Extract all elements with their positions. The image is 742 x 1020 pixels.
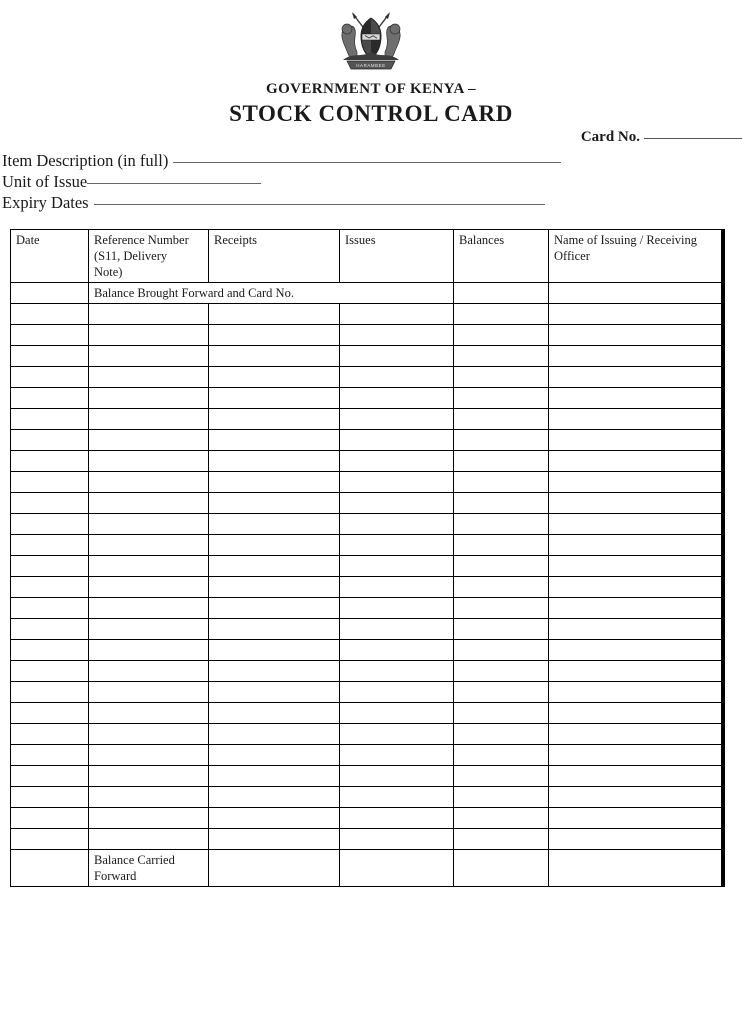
entry-cell-balances[interactable]: [454, 304, 549, 325]
entry-cell-balances[interactable]: [454, 703, 549, 724]
field-expiry-dates: [2, 192, 742, 213]
entry-cell-date[interactable]: [11, 430, 89, 451]
organisation-line: GOVERNMENT OF KENYA –: [266, 81, 476, 97]
entry-cell-balances[interactable]: [454, 640, 549, 661]
entry-cell-balances[interactable]: [454, 388, 549, 409]
table-row: [11, 556, 723, 577]
entry-cell-issues[interactable]: [340, 493, 454, 514]
reference-header-line-2: (S11, Delivery: [94, 249, 168, 263]
entry-cell-balances[interactable]: [454, 346, 549, 367]
table-row: [11, 535, 723, 556]
entry-cell-date[interactable]: [11, 451, 89, 472]
entry-cell-ref[interactable]: [89, 724, 209, 745]
entry-cell-date[interactable]: [11, 661, 89, 682]
entry-cell-balances[interactable]: [454, 577, 549, 598]
entry-cell-date[interactable]: [11, 556, 89, 577]
entry-cell-ref[interactable]: [89, 766, 209, 787]
entry-cell-ref[interactable]: [89, 829, 209, 850]
entry-cell-issues[interactable]: [340, 829, 454, 850]
masthead: [0, 0, 742, 126]
entry-cell-balances[interactable]: [454, 472, 549, 493]
column-header-officer: [549, 230, 723, 283]
entry-cell-issues[interactable]: [340, 766, 454, 787]
entry-cell-issues[interactable]: [340, 724, 454, 745]
table-row: [11, 493, 723, 514]
balance-brought-forward-label: Balance Brought Forward and Card No.: [89, 283, 454, 304]
entry-cell-issues[interactable]: [340, 409, 454, 430]
entry-cell-officer[interactable]: [549, 430, 723, 451]
entry-cell-ref[interactable]: [89, 577, 209, 598]
balance-carried-forward-row: [11, 850, 723, 887]
entry-cell-ref[interactable]: [89, 703, 209, 724]
bbf-cell-officer[interactable]: [549, 283, 723, 304]
entry-cell-issues[interactable]: [340, 598, 454, 619]
entry-cell-date[interactable]: [11, 514, 89, 535]
table-row: [11, 514, 723, 535]
table-row: [11, 577, 723, 598]
entry-cell-receipts[interactable]: [209, 766, 340, 787]
entry-cell-issues[interactable]: [340, 535, 454, 556]
expiry-dates-label: Expiry Dates: [2, 193, 89, 212]
entry-cell-balances[interactable]: [454, 493, 549, 514]
entry-cell-balances[interactable]: [454, 367, 549, 388]
entry-cell-issues[interactable]: [340, 682, 454, 703]
entry-cell-officer[interactable]: [549, 577, 723, 598]
entry-cell-balances[interactable]: [454, 808, 549, 829]
entry-cell-ref[interactable]: [89, 388, 209, 409]
expiry-dates-input[interactable]: [94, 204, 545, 205]
entry-cell-issues[interactable]: [340, 325, 454, 346]
entry-cell-date[interactable]: [11, 724, 89, 745]
table-row: [11, 682, 723, 703]
entry-cell-ref[interactable]: [89, 640, 209, 661]
reference-header-line-3: Note): [94, 265, 123, 279]
entry-cell-officer[interactable]: [549, 514, 723, 535]
entry-cell-ref[interactable]: [89, 493, 209, 514]
entry-cell-receipts[interactable]: [209, 829, 340, 850]
entry-cell-officer[interactable]: [549, 535, 723, 556]
table-row: [11, 325, 723, 346]
entry-cell-date[interactable]: [11, 787, 89, 808]
entry-cell-date[interactable]: [11, 409, 89, 430]
table-row: [11, 745, 723, 766]
entry-cell-receipts[interactable]: [209, 472, 340, 493]
entry-cell-officer[interactable]: [549, 388, 723, 409]
entry-cell-receipts[interactable]: [209, 409, 340, 430]
entry-cell-ref[interactable]: [89, 472, 209, 493]
table-row: [11, 451, 723, 472]
entry-cell-balances[interactable]: [454, 724, 549, 745]
item-description-input[interactable]: [173, 162, 561, 163]
unit-of-issue-input[interactable]: [87, 183, 261, 184]
entry-cell-balances[interactable]: [454, 787, 549, 808]
entry-cell-officer[interactable]: [549, 766, 723, 787]
entry-cell-balances[interactable]: [454, 409, 549, 430]
entry-cell-issues[interactable]: [340, 577, 454, 598]
bcf-cell-officer[interactable]: [549, 850, 723, 887]
entry-cell-date[interactable]: [11, 388, 89, 409]
form-fields: [2, 150, 742, 213]
entry-cell-receipts[interactable]: [209, 430, 340, 451]
entry-cell-receipts[interactable]: [209, 661, 340, 682]
bcf-cell-balances[interactable]: [454, 850, 549, 887]
entry-cell-issues[interactable]: [340, 367, 454, 388]
entry-cell-receipts[interactable]: [209, 598, 340, 619]
entry-cell-officer[interactable]: [549, 472, 723, 493]
entry-cell-officer[interactable]: [549, 661, 723, 682]
entry-cell-date[interactable]: [11, 640, 89, 661]
entry-cell-receipts[interactable]: [209, 514, 340, 535]
entry-cell-ref[interactable]: [89, 346, 209, 367]
entry-cell-date[interactable]: [11, 472, 89, 493]
entry-cell-officer[interactable]: [549, 409, 723, 430]
entry-cell-officer[interactable]: [549, 493, 723, 514]
entry-cell-officer[interactable]: [549, 808, 723, 829]
entry-cell-ref[interactable]: [89, 514, 209, 535]
entry-cell-officer[interactable]: [549, 598, 723, 619]
entry-cell-date[interactable]: [11, 325, 89, 346]
column-header-balances: Balances: [454, 230, 549, 283]
table-row: [11, 619, 723, 640]
entry-cell-receipts[interactable]: [209, 808, 340, 829]
entry-cell-officer[interactable]: [549, 745, 723, 766]
entry-cell-date[interactable]: [11, 829, 89, 850]
entry-cell-ref[interactable]: [89, 598, 209, 619]
entry-cell-date[interactable]: [11, 808, 89, 829]
entry-cell-balances[interactable]: [454, 430, 549, 451]
entry-cell-issues[interactable]: [340, 514, 454, 535]
entry-cell-officer[interactable]: [549, 703, 723, 724]
table-row: [11, 304, 723, 325]
entry-cell-date[interactable]: [11, 703, 89, 724]
entry-cell-date[interactable]: [11, 619, 89, 640]
entry-cell-ref[interactable]: [89, 661, 209, 682]
field-unit-of-issue: [2, 171, 742, 192]
entry-cell-ref[interactable]: [89, 430, 209, 451]
entry-cell-balances[interactable]: [454, 598, 549, 619]
entry-cell-receipts[interactable]: [209, 451, 340, 472]
entry-cell-date[interactable]: [11, 745, 89, 766]
entry-cell-officer[interactable]: [549, 451, 723, 472]
entry-cell-issues[interactable]: [340, 430, 454, 451]
entry-cell-balances[interactable]: [454, 325, 549, 346]
column-header-reference-number: [89, 230, 209, 283]
table-row: [11, 829, 723, 850]
entry-cell-ref[interactable]: [89, 556, 209, 577]
entry-cell-ref[interactable]: [89, 787, 209, 808]
entry-cell-balances[interactable]: [454, 829, 549, 850]
entry-cell-officer[interactable]: [549, 556, 723, 577]
entry-cell-date[interactable]: [11, 598, 89, 619]
table-row: [11, 766, 723, 787]
entry-cell-ref[interactable]: [89, 535, 209, 556]
balance-brought-forward-row: [11, 283, 723, 304]
table-row: [11, 661, 723, 682]
entry-cell-ref[interactable]: [89, 304, 209, 325]
table-row: [11, 598, 723, 619]
table-header-row: [11, 230, 723, 283]
entry-cell-issues[interactable]: [340, 556, 454, 577]
card-number-input[interactable]: [644, 138, 742, 139]
bcf-line-2: Forward: [94, 869, 137, 883]
officer-header-line-2: Officer: [554, 249, 590, 263]
entry-cell-balances[interactable]: [454, 766, 549, 787]
bbf-cell-date[interactable]: [11, 283, 89, 304]
entry-cell-receipts[interactable]: [209, 325, 340, 346]
bcf-cell-issues[interactable]: [340, 850, 454, 887]
entry-cell-issues[interactable]: [340, 745, 454, 766]
entry-cell-ref[interactable]: [89, 808, 209, 829]
entry-cell-officer[interactable]: [549, 304, 723, 325]
stock-table-container: [10, 229, 722, 887]
entry-cell-balances[interactable]: [454, 661, 549, 682]
bbf-cell-balances[interactable]: [454, 283, 549, 304]
entry-cell-receipts[interactable]: [209, 745, 340, 766]
bcf-line-1: Balance Carried: [94, 853, 175, 867]
item-description-label: Item Description (in full): [2, 151, 169, 170]
entry-cell-receipts[interactable]: [209, 388, 340, 409]
table-row: [11, 703, 723, 724]
entry-cell-receipts[interactable]: [209, 577, 340, 598]
entry-cell-receipts[interactable]: [209, 619, 340, 640]
entry-cell-issues[interactable]: [340, 388, 454, 409]
entry-cell-receipts[interactable]: [209, 682, 340, 703]
entry-cell-receipts[interactable]: [209, 787, 340, 808]
entry-cell-balances[interactable]: [454, 556, 549, 577]
entry-cell-issues[interactable]: [340, 472, 454, 493]
table-row: [11, 346, 723, 367]
entry-cell-balances[interactable]: [454, 514, 549, 535]
bcf-cell-receipts[interactable]: [209, 850, 340, 887]
entry-cell-issues[interactable]: [340, 661, 454, 682]
entry-cell-issues[interactable]: [340, 787, 454, 808]
entry-cell-officer[interactable]: [549, 640, 723, 661]
table-row: [11, 388, 723, 409]
entry-cell-officer[interactable]: [549, 724, 723, 745]
entry-cell-receipts[interactable]: [209, 703, 340, 724]
entry-cell-receipts[interactable]: [209, 304, 340, 325]
entry-cell-balances[interactable]: [454, 682, 549, 703]
balance-carried-forward-label: [89, 850, 209, 887]
unit-of-issue-label: Unit of Issue: [2, 172, 88, 191]
column-header-date: Date: [11, 230, 89, 283]
entry-cell-officer[interactable]: [549, 682, 723, 703]
card-number-field: [581, 129, 742, 146]
document-title: STOCK CONTROL CARD: [229, 100, 513, 126]
entry-cell-officer[interactable]: [549, 325, 723, 346]
entry-cell-date[interactable]: [11, 493, 89, 514]
entry-cell-issues[interactable]: [340, 808, 454, 829]
entry-cell-date[interactable]: [11, 577, 89, 598]
entry-cell-officer[interactable]: [549, 346, 723, 367]
entry-cell-receipts[interactable]: [209, 724, 340, 745]
table-row: [11, 472, 723, 493]
entry-cell-ref[interactable]: [89, 409, 209, 430]
entry-cell-balances[interactable]: [454, 451, 549, 472]
kenya-coat-of-arms-icon: [329, 8, 413, 74]
entry-cell-issues[interactable]: [340, 451, 454, 472]
entry-cell-receipts[interactable]: [209, 535, 340, 556]
entry-cell-receipts[interactable]: [209, 493, 340, 514]
entry-cell-date[interactable]: [11, 682, 89, 703]
table-row: [11, 787, 723, 808]
field-item-description: [2, 150, 742, 171]
entry-cell-ref[interactable]: [89, 325, 209, 346]
table-row: [11, 430, 723, 451]
entry-cell-balances[interactable]: [454, 619, 549, 640]
stock-control-table: [10, 229, 725, 887]
card-number-label: Card No.: [580, 129, 640, 145]
entry-cell-officer[interactable]: [549, 829, 723, 850]
entry-cell-issues[interactable]: [340, 619, 454, 640]
entry-cell-balances[interactable]: [454, 745, 549, 766]
entry-cell-issues[interactable]: [340, 304, 454, 325]
entry-cell-issues[interactable]: [340, 346, 454, 367]
table-row: [11, 367, 723, 388]
svg-text:HARAMBEE: HARAMBEE: [356, 63, 386, 68]
entry-cell-issues[interactable]: [340, 703, 454, 724]
column-header-receipts: Receipts: [209, 230, 340, 283]
entry-cell-officer[interactable]: [549, 787, 723, 808]
entry-cell-officer[interactable]: [549, 619, 723, 640]
entry-cell-balances[interactable]: [454, 535, 549, 556]
column-header-issues: Issues: [340, 230, 454, 283]
entry-cell-receipts[interactable]: [209, 640, 340, 661]
table-row: [11, 409, 723, 430]
table-row: [11, 724, 723, 745]
entry-cell-date[interactable]: [11, 346, 89, 367]
entry-cell-ref[interactable]: [89, 451, 209, 472]
bcf-cell-date[interactable]: [11, 850, 89, 887]
table-row: [11, 808, 723, 829]
entry-cell-receipts[interactable]: [209, 367, 340, 388]
entry-cell-date[interactable]: [11, 766, 89, 787]
reference-header-line-1: Reference Number: [94, 233, 189, 247]
entry-cell-date[interactable]: [11, 535, 89, 556]
entry-cell-ref[interactable]: [89, 367, 209, 388]
entry-cell-ref[interactable]: [89, 619, 209, 640]
officer-header-line-1: Name of Issuing / Receiving: [554, 233, 698, 247]
entry-cell-date[interactable]: [11, 304, 89, 325]
entry-cell-ref[interactable]: [89, 745, 209, 766]
entry-cell-receipts[interactable]: [209, 556, 340, 577]
entry-cell-issues[interactable]: [340, 640, 454, 661]
entry-cell-ref[interactable]: [89, 682, 209, 703]
table-row: [11, 640, 723, 661]
entry-cell-date[interactable]: [11, 367, 89, 388]
entry-cell-receipts[interactable]: [209, 346, 340, 367]
entry-cell-officer[interactable]: [549, 367, 723, 388]
